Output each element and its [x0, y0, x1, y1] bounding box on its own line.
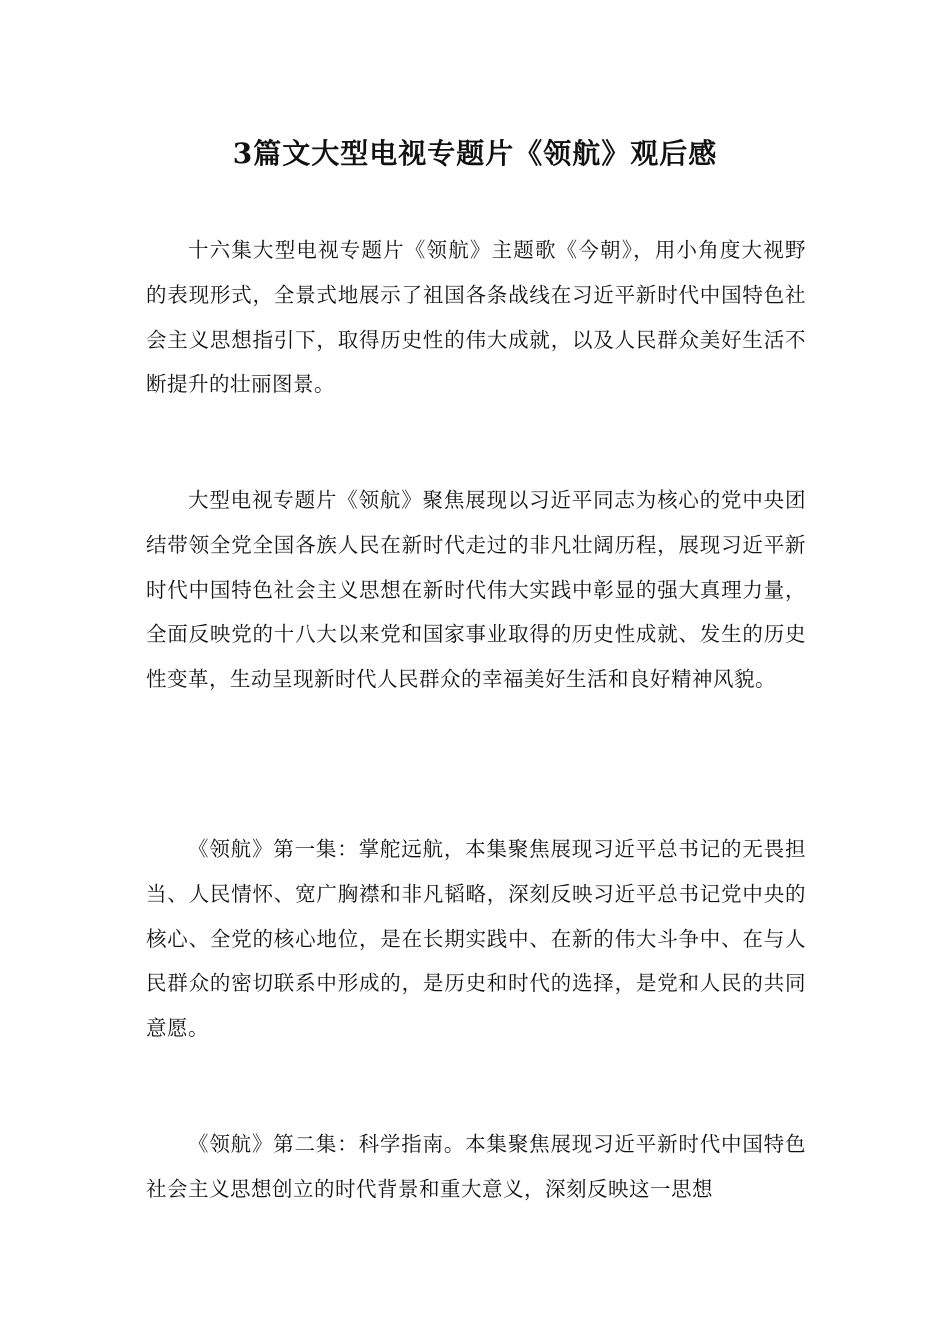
paragraph-2: 大型电视专题片《领航》聚焦展现以习近平同志为核心的党中央团结带领全党全国各族人民在新时代走过的非凡壮阔历程，展现习近平新时代中国特色社会主义思想在新时代伟大实践中彰显的强大真理力量，全面反映党的十八大以来党和国家事业取得的历史性成就、发生的历史性变革，生动呈现新时代人民群众的幸福美好生活和良好精神风貌。: [146, 488, 806, 692]
paragraph-1: 十六集大型电视专题片《领航》主题歌《今朝》，用小角度大视野的表现形式，全景式地展示了祖国各条战线在习近平新时代中国特色社会主义思想指引下，取得历史性的伟大成就，以及人民群众美好生活不断提升的壮丽图景。: [146, 238, 806, 397]
document-title: 3篇文大型电视专题片《领航》观后感: [232, 137, 718, 170]
paragraph-4: 《领航》第二集：科学指南。本集聚焦展现习近平新时代中国特色社会主义思想创立的时代背景和重大意义，深刻反映这一思想: [146, 1132, 806, 1201]
paragraph-3: 《领航》第一集：掌舵远航，本集聚焦展现习近平总书记的无畏担当、人民情怀、宽广胸襟和非凡韬略，深刻反映习近平总书记党中央的核心、全党的核心地位，是在长期实践中、在新的伟大斗争中、在与人民群众的密切联系中形成的，是历史和时代的选择，是党和人民的共同意愿。: [146, 837, 806, 1041]
